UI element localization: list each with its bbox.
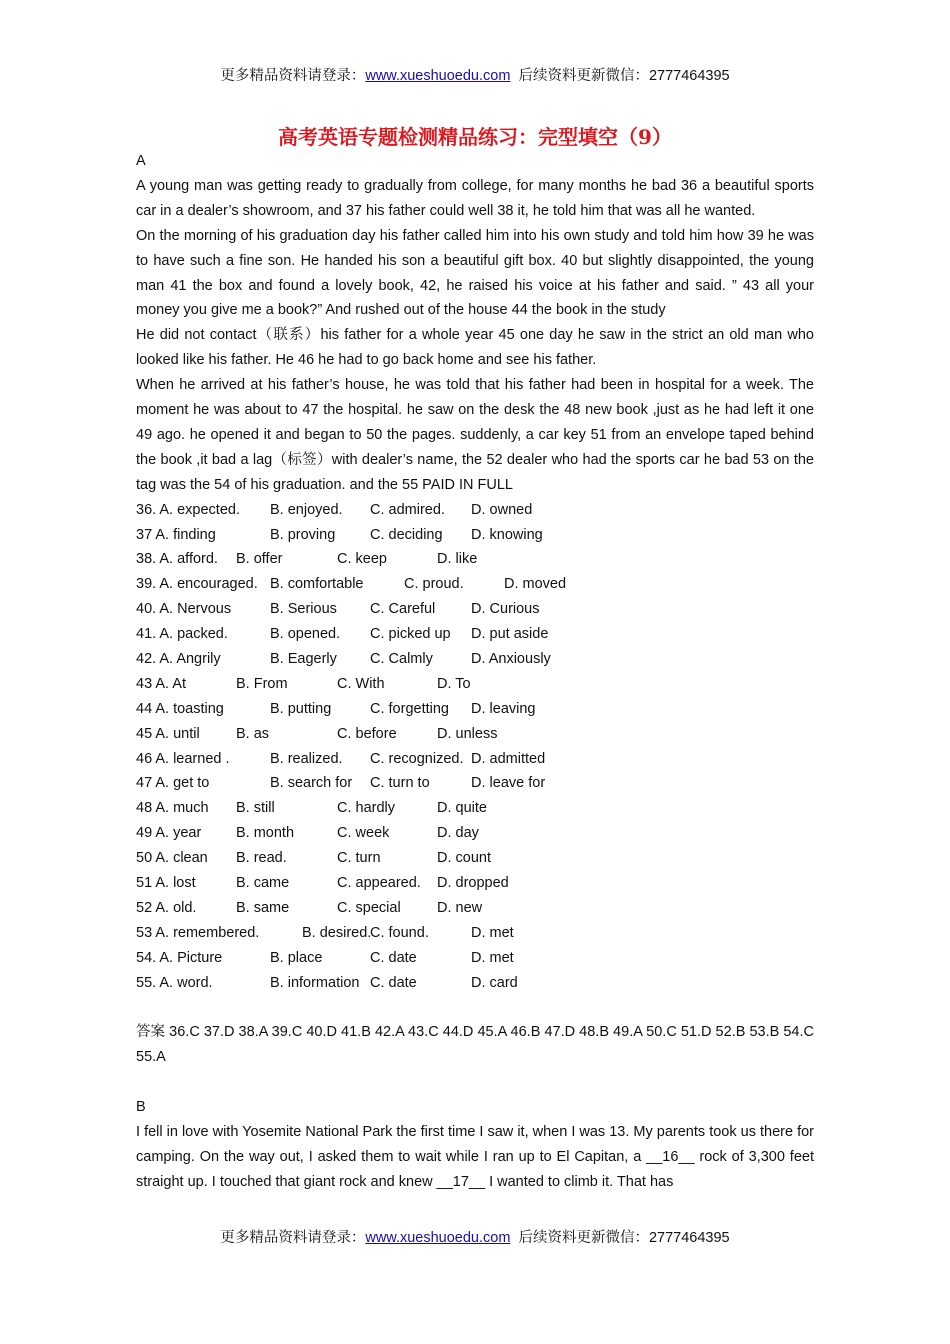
option-choice: D. met [471, 924, 514, 941]
option-choice: D. moved [504, 576, 567, 593]
option-choice: C. date [370, 949, 417, 966]
option-choice: 55. A. word. [136, 974, 213, 991]
option-choice: 42. A. Angrily [136, 651, 221, 668]
option-choice: D. new [437, 899, 483, 916]
option-row [136, 796, 814, 821]
option-choice: B. came [236, 875, 290, 892]
option-choice: D. quite [437, 800, 487, 817]
option-row [136, 971, 814, 996]
option-choice: C. before [337, 725, 397, 742]
option-row [136, 697, 814, 722]
passage-a-paragraph: On the morning of his graduation day his father called him into his own study and told him how 39 he was to have such a fine son. He handed his son a beautiful gift box. 40 but slightly disappointed, the young man 41 the box and found a lovely book, 42, he raised his voice at his father and said. ” 43 all your money you give me a book?” And rushed out of the house 44 the book in the study [136, 227, 814, 319]
option-choice: 37 A. finding [136, 526, 216, 543]
option-choice: 43 A. At [136, 675, 186, 692]
passage-a-paragraph: He did not contact（联系）his father for a whole year 45 one day he saw in the strict an old man who looked like his father. He 46 he had to go back home and see his father. [136, 327, 814, 369]
option-row [136, 946, 814, 971]
spacer [136, 1070, 814, 1095]
option-choice: B. From [236, 675, 288, 692]
option-choice: B. Eagerly [270, 651, 337, 668]
option-choice: C. special [337, 899, 401, 916]
option-choice: B. read. [236, 850, 287, 867]
option-choice: C. Calmly [370, 651, 433, 668]
option-choice: 46 A. learned . [136, 750, 230, 767]
options-list [136, 498, 814, 996]
option-choice: 54. A. Picture [136, 949, 223, 966]
option-choice: D. dropped [437, 875, 509, 892]
header-link[interactable]: www.xueshuoedu.com [365, 68, 511, 84]
option-choice: C. With [337, 675, 385, 692]
option-choice: B. comfortable [270, 576, 364, 593]
section-a-label: A [136, 153, 146, 169]
option-choice: C. turn to [370, 775, 430, 792]
option-choice: B. same [236, 899, 290, 916]
option-choice: D. To [437, 675, 471, 692]
option-choice: 48 A. much [136, 800, 209, 817]
option-row [136, 747, 814, 772]
option-row [136, 921, 814, 946]
option-row [136, 722, 814, 747]
option-choice: C. appeared. [337, 875, 421, 892]
option-choice: D. Anxiously [471, 651, 551, 668]
passage-a-paragraph: A young man was getting ready to gradually from college, for many months he bad 36 a beautiful sports car in a dealer’s showroom, and 37 his father could well 38 it, he told him that was all he wanted. [136, 177, 814, 219]
option-choice: C. admired. [370, 501, 445, 518]
option-choice: 44 A. toasting [136, 700, 224, 717]
footer-prefix: 更多精品资料请登录： [220, 1230, 366, 1246]
header-suffix: 后续资料更新微信：2777464395 [518, 68, 730, 84]
option-choice: B. opened. [270, 626, 341, 643]
option-choice: 52 A. old. [136, 899, 197, 916]
document-body [136, 149, 814, 1195]
option-choice: C. picked up [370, 626, 451, 643]
option-row [136, 547, 814, 572]
option-choice: D. owned [471, 501, 533, 518]
header-prefix: 更多精品资料请登录： [220, 68, 366, 84]
option-row [136, 771, 814, 796]
option-choice: D. admitted [471, 750, 546, 767]
option-row [136, 647, 814, 672]
option-choice: 47 A. get to [136, 775, 210, 792]
option-choice: B. putting [270, 700, 332, 717]
option-row [136, 523, 814, 548]
option-choice: B. realized. [270, 750, 343, 767]
option-choice: 41. A. packed. [136, 626, 228, 643]
option-choice: C. turn [337, 850, 381, 867]
option-choice: C. keep [337, 551, 387, 568]
option-choice: B. month [236, 825, 295, 842]
option-row [136, 622, 814, 647]
option-choice: 53 A. remembered. [136, 924, 260, 941]
option-choice: 38. A. afford. [136, 551, 218, 568]
option-row [136, 498, 814, 523]
option-row [136, 597, 814, 622]
option-choice: B. as [236, 725, 270, 742]
option-choice: B. information [270, 974, 360, 991]
option-choice: 45 A. until [136, 725, 200, 742]
option-choice: D. card [471, 974, 518, 991]
option-choice: D. unless [437, 725, 498, 742]
option-choice: D. leave for [471, 775, 546, 792]
option-row [136, 871, 814, 896]
passage-b-paragraph: I fell in love with Yosemite National Park the first time I saw it, when I was 13. My parents took us there for camping. On the way out, I asked them to wait while I ran up to El Capitan, a __16__ rock of 3,300 feet straight up. I touched that giant rock and knew __17__ I wanted to climb it. That has [136, 1124, 814, 1190]
option-choice: 50 A. clean [136, 850, 208, 867]
spacer [136, 996, 814, 1021]
option-choice: B. desired. [302, 924, 372, 941]
document-title: 高考英语专题检测精品练习：完型填空（9） [278, 125, 672, 149]
option-choice: B. still [236, 800, 275, 817]
page-header [0, 66, 950, 86]
option-choice: 40. A. Nervous [136, 601, 232, 618]
option-choice: D. knowing [471, 526, 543, 543]
option-row [136, 672, 814, 697]
option-choice: B. enjoyed. [270, 501, 343, 518]
option-choice: B. proving [270, 526, 336, 543]
option-choice: D. count [437, 850, 491, 867]
option-choice: D. leaving [471, 700, 536, 717]
option-choice: C. date [370, 974, 417, 991]
option-row [136, 821, 814, 846]
option-choice: D. like [437, 551, 478, 568]
footer-suffix: 后续资料更新微信：2777464395 [518, 1230, 730, 1246]
option-choice: D. put aside [471, 626, 549, 643]
option-choice: C. week [337, 825, 390, 842]
option-row [136, 896, 814, 921]
option-choice: D. day [437, 825, 479, 842]
option-choice: C. hardly [337, 800, 396, 817]
option-choice: D. Curious [471, 601, 540, 618]
page-footer [0, 1228, 950, 1248]
passage-a-paragraph: When he arrived at his father’s house, he was told that his father had been in hospital for a week. The moment he was about to 47 the hospital. he saw on the desk the 48 new book ,just as he had left it one 49 ago. he opened it and began to 50 the pages. suddenly, a car key 51 from an envelope taped behind the book ,it bad a lag（标签）with dealer’s name, the 52 dealer who had the sports car he bad 53 on the tag was the 54 of his graduation. and the 55 PAID IN FULL [136, 377, 814, 493]
option-choice: C. recognized. [370, 750, 464, 767]
option-choice: C. proud. [404, 576, 464, 593]
option-choice: D. met [471, 949, 514, 966]
option-choice: B. Serious [270, 601, 337, 618]
option-choice: C. Careful [370, 601, 436, 618]
option-choice: C. deciding [370, 526, 443, 543]
option-choice: 51 A. lost [136, 875, 196, 892]
option-choice: B. place [270, 949, 323, 966]
option-choice: 36. A. expected. [136, 501, 240, 518]
option-row [136, 572, 814, 597]
option-choice: B. search for [270, 775, 353, 792]
section-b-label: B [136, 1099, 146, 1116]
option-choice: 39. A. encouraged. [136, 576, 258, 593]
option-choice: B. offer [236, 551, 283, 568]
option-choice: 49 A. year [136, 825, 202, 842]
footer-link[interactable]: www.xueshuoedu.com [365, 1230, 511, 1246]
option-row [136, 846, 814, 871]
option-choice: C. found. [370, 924, 429, 941]
option-choice: C. forgetting [370, 700, 449, 717]
answer-key: 答案 36.C 37.D 38.A 39.C 40.D 41.B 42.A 43.C 44.D 45.A 46.B 47.D 48.B 49.A 50.C 51.D 52.B 53.B 54.C 55.A [136, 1024, 814, 1066]
